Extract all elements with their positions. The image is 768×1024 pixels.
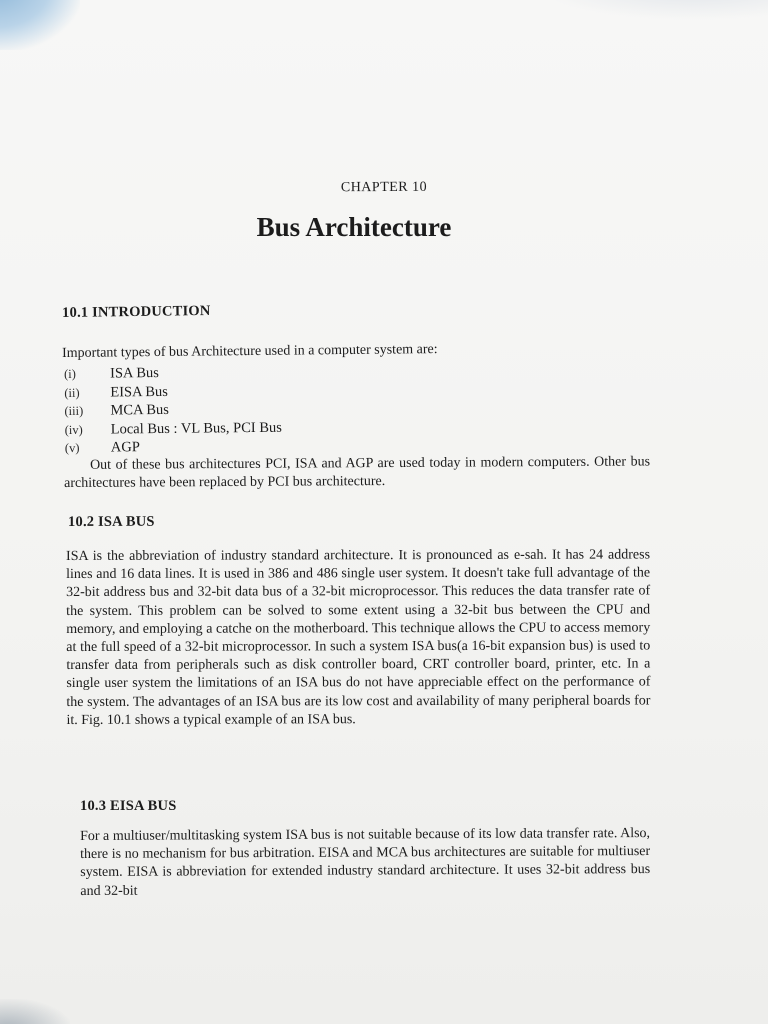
list-item-number: (i) [64, 366, 76, 381]
list-item-number: (iv) [64, 422, 83, 437]
list-item [64, 363, 281, 384]
section-heading-introduction: 10.1 INTRODUCTION [62, 302, 211, 321]
intro-closing-paragraph [64, 453, 650, 493]
list-item [65, 418, 282, 439]
list-item [64, 400, 281, 421]
eisa-bus-paragraph: For a multiuser/multitasking system ISA bus is not suitable because of its low data transfer rate. Also, there is no mechanism for bus arbitration. EISA and MCA bus architectures are suitable for multiuser system. EISA is abbreviation for extended industry standard architecture. It uses 32-bit address bus and 32-bit [80, 826, 651, 899]
list-item-text: AGP [110, 439, 140, 456]
bus-types-list [64, 363, 282, 458]
section-heading-eisa-bus: 10.3 EISA BUS [80, 798, 177, 814]
intro-lead-sentence: Important types of bus Architecture used in a computer system are: [62, 342, 438, 361]
list-item [65, 437, 282, 458]
chapter-title: Bus Architecture [256, 212, 452, 242]
list-item-number: (ii) [64, 385, 80, 400]
page-shadow-top-right [538, 0, 768, 20]
list-item [64, 381, 281, 402]
list-item-number: (v) [64, 440, 80, 455]
page-shadow-bottom-left [0, 999, 70, 1024]
page-shadow-top-left [0, 0, 80, 50]
list-item-number: (iii) [64, 403, 84, 418]
section-heading-isa-bus: 10.2 ISA BUS [68, 513, 155, 530]
list-item-text: MCA Bus [110, 401, 169, 419]
list-item-text: EISA Bus [110, 383, 168, 401]
list-item-text: ISA Bus [110, 365, 159, 382]
intro-closing-text: Out of these bus architectures PCI, ISA and AGP are used today in modern computers. Other bus architectures have been replaced by PCI bus architecture. [64, 454, 651, 492]
chapter-label: CHAPTER 10 [340, 179, 428, 196]
isa-bus-paragraph: ISA is the abbreviation of industry standard architecture. It is pronounced as e-sah. It has 24 address lines and 16 data lines. It is used in 386 and 486 single user system. It doesn't take full advantage of the 32-bit address bus and 32-bit data bus of a 32-bit microprocessor. This reduces the data transfer rate of the system. This problem can be solved to some extent using a 32-bit bus between the CPU and memory, and employing a catche on the motherboard. This technique allows the CPU to access memory at the full speed of a 32-bit microprocessor. In such a system ISA bus(a 16-bit expansion bus) is used to transfer data from peripherals such as disk controller board, CRT controller board, printer, etc. In a single user system the limitations of an ISA bus do not have appreciable effect on the performance of the system. The advantages of an ISA bus are its low cost and availability of many peripheral boards for it. Fig. 10.1 shows a typical example of an ISA bus. [66, 547, 651, 728]
list-item-text: Local Bus : VL Bus, PCI Bus [110, 419, 282, 438]
